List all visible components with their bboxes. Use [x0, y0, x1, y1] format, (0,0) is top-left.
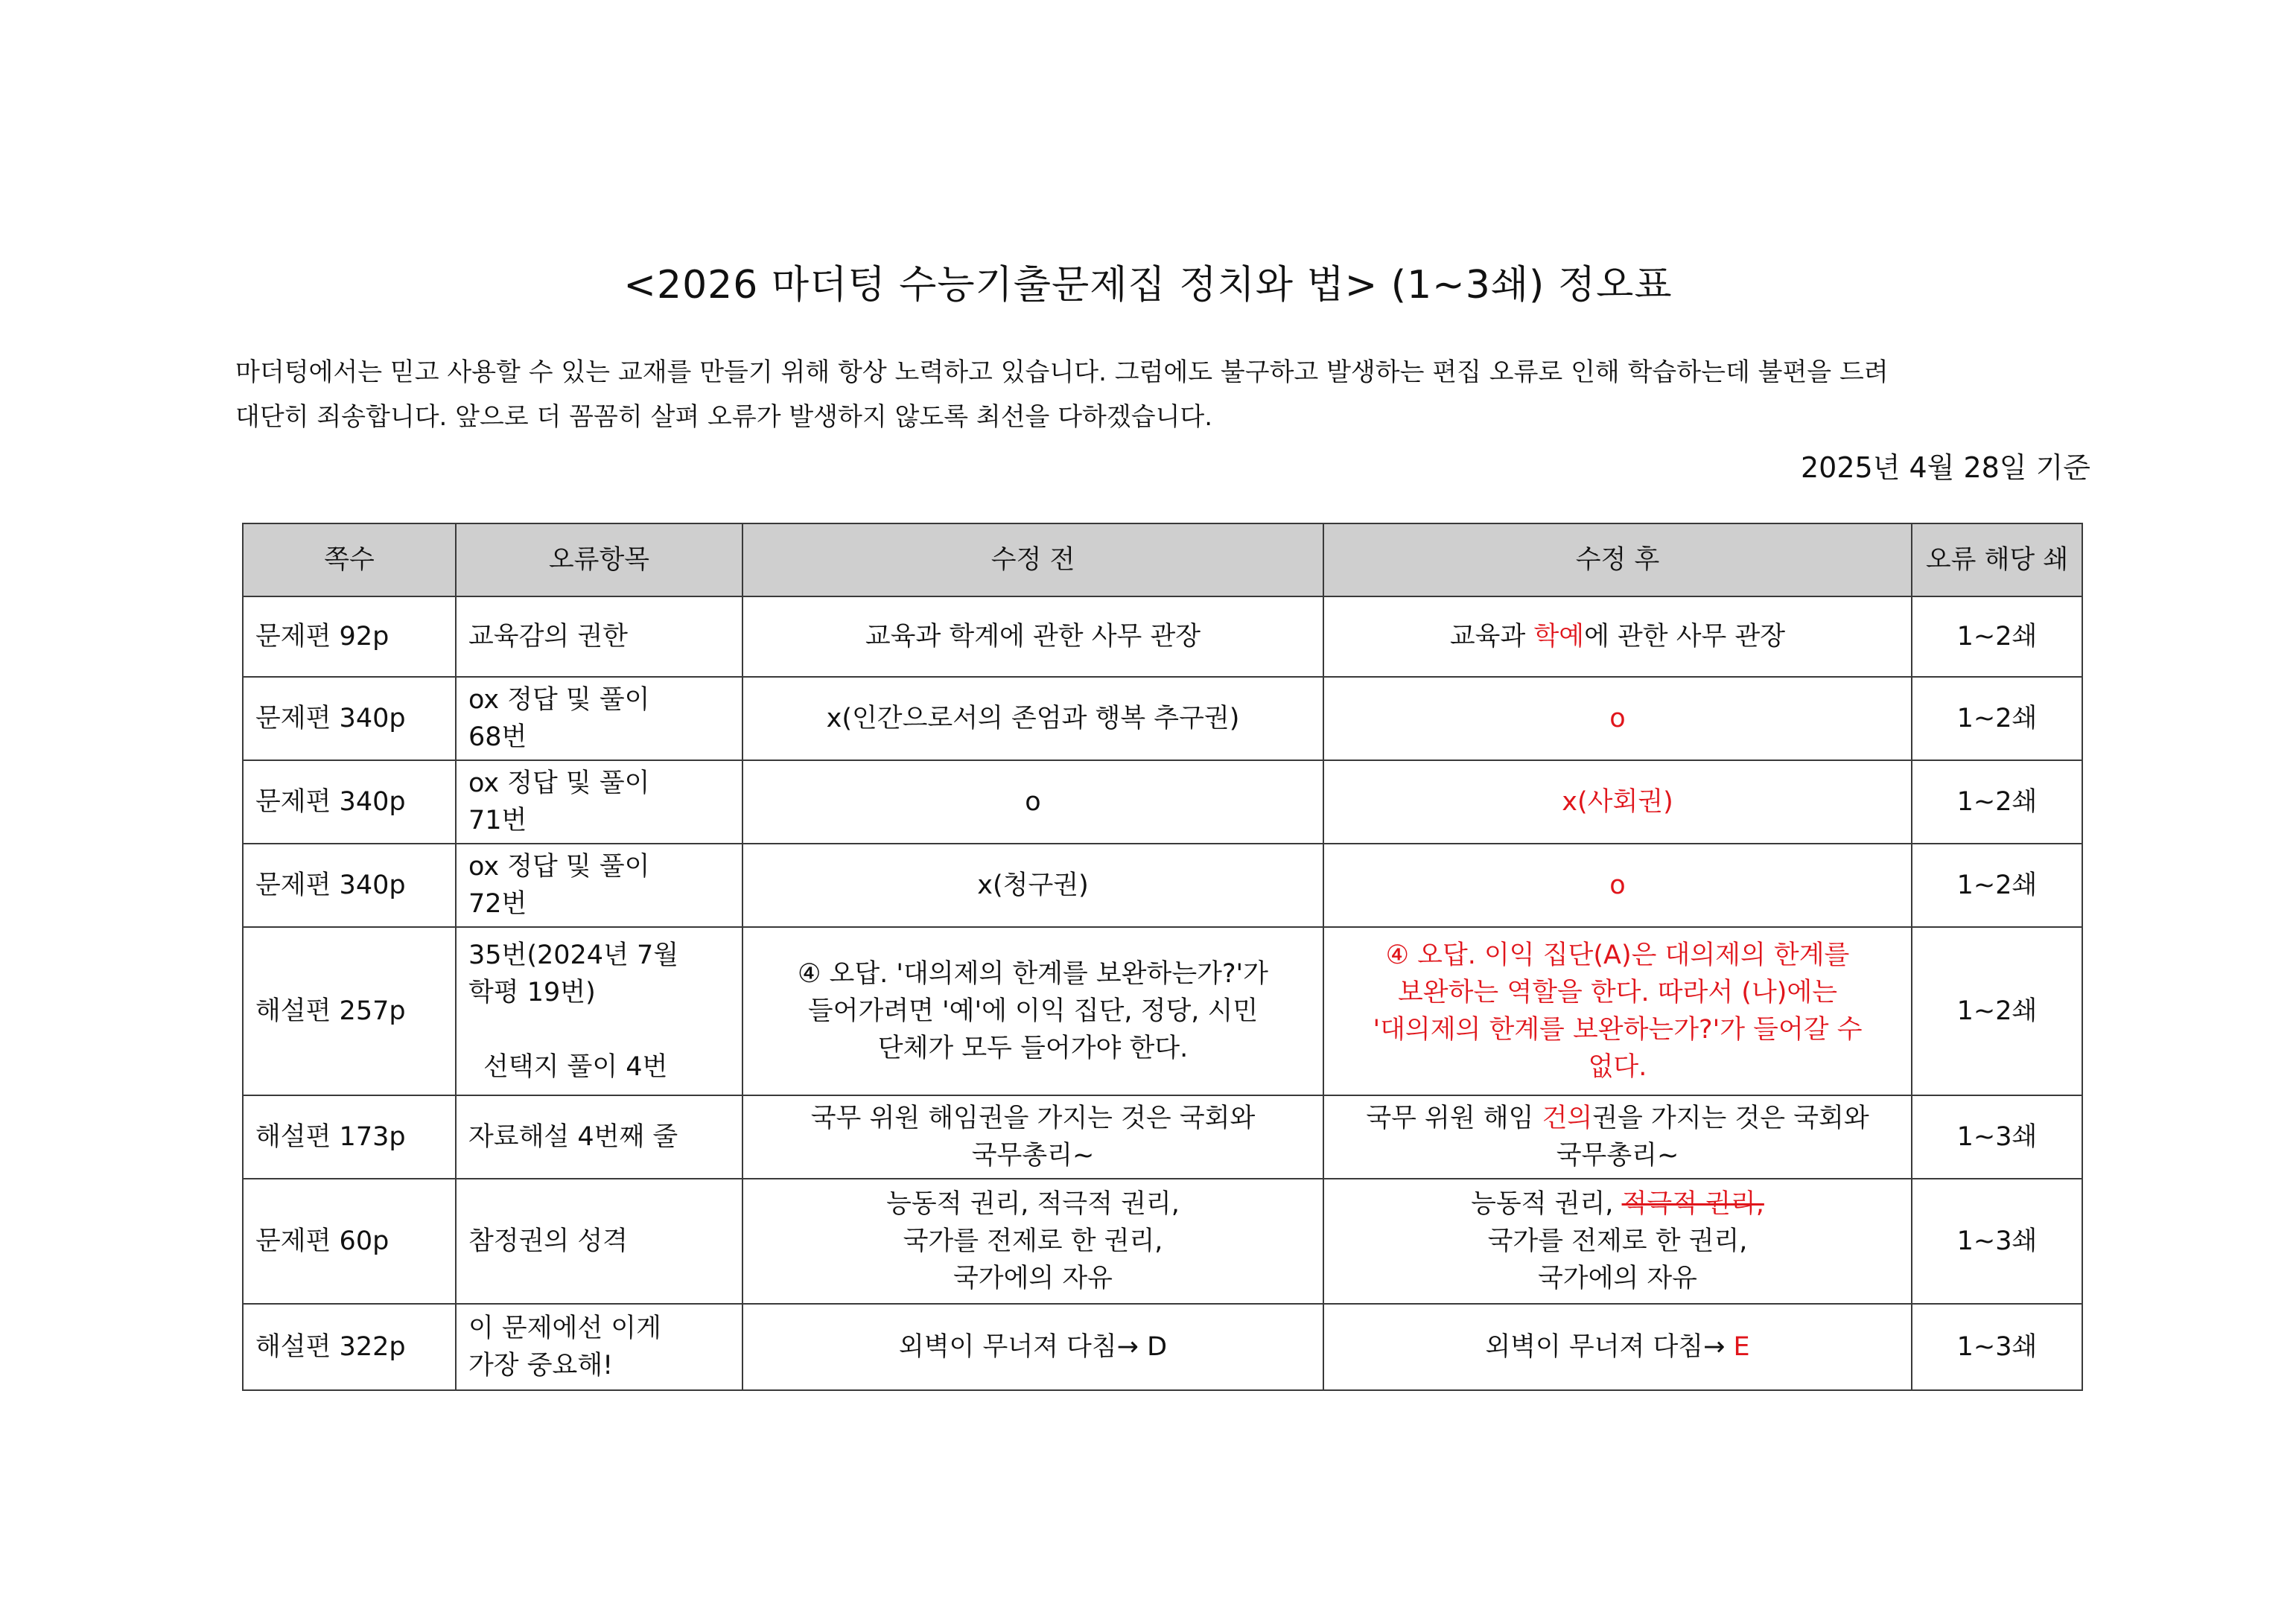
cell-after	[1323, 677, 1912, 760]
cell-item: 참정권의 성격	[456, 1179, 742, 1304]
header-item: 오류항목	[456, 523, 742, 596]
cell-before: 능동적 권리, 적극적 권리, 국가를 전제로 한 권리, 국가에의 자유	[742, 1179, 1323, 1304]
cell-print: 1~3쇄	[1912, 1304, 2082, 1390]
cell-before: 교육과 학계에 관한 사무 관장	[742, 596, 1323, 677]
table-row	[243, 1179, 2082, 1304]
table-row	[243, 596, 2082, 677]
cell-print: 1~3쇄	[1912, 1095, 2082, 1179]
cell-after: 외벽이 무너져 다침→ E	[1323, 1304, 1912, 1390]
cell-before: 국무 위원 해임권을 가지는 것은 국회와 국무총리~	[742, 1095, 1323, 1179]
header-after: 수정 후	[1323, 523, 1912, 596]
cell-print: 1~2쇄	[1912, 677, 2082, 760]
cell-item: ox 정답 및 풀이 72번	[456, 844, 742, 927]
intro-paragraph	[235, 350, 2090, 439]
cell-after: 국무 위원 해임 건의권을 가지는 것은 국회와 국무총리~	[1323, 1095, 1912, 1179]
table-row	[243, 760, 2082, 844]
cell-page: 문제편 340p	[243, 844, 456, 927]
cell-print: 1~2쇄	[1912, 927, 2082, 1095]
cell-page: 해설편 173p	[243, 1095, 456, 1179]
cell-before: x(청구권)	[742, 844, 1323, 927]
cell-print: 1~2쇄	[1912, 760, 2082, 844]
cell-page: 해설편 322p	[243, 1304, 456, 1390]
cell-item: 이 문제에선 이게 가장 중요해!	[456, 1304, 742, 1390]
table-header-row	[243, 523, 2082, 596]
cell-item: ox 정답 및 풀이 71번	[456, 760, 742, 844]
cell-after: 능동적 권리, 적극적 권리, 국가를 전제로 한 권리, 국가에의 자유	[1323, 1179, 1912, 1304]
cell-item: 35번(2024년 7월 학평 19번) 선택지 풀이 4번	[456, 927, 742, 1095]
table-row	[243, 1304, 2082, 1390]
cell-item: 자료해설 4번째 줄	[456, 1095, 742, 1179]
table-row	[243, 1095, 2082, 1179]
cell-item: 교육감의 권한	[456, 596, 742, 677]
cell-page: 문제편 60p	[243, 1179, 456, 1304]
correction-text: 학예	[1533, 622, 1585, 652]
cell-before: ④ 오답. '대의제의 한계를 보완하는가?'가 들어가려면 '예'에 이익 집단, 정당, 시민 단체가 모두 들어가야 한다.	[742, 927, 1323, 1095]
correction-text: E	[1733, 1332, 1750, 1362]
cell-page: 해설편 257p	[243, 927, 456, 1095]
document-title: <2026 마더텅 수능기출문제집 정치와 법> (1~3쇄) 정오표	[623, 263, 1673, 308]
cell-after	[1323, 760, 1912, 844]
cell-after	[1323, 844, 1912, 927]
table-row	[243, 927, 2082, 1095]
correction-text: 건의	[1542, 1104, 1593, 1133]
cell-before: x(인간으로서의 존엄과 행복 추구권)	[742, 677, 1323, 760]
intro-line: 마더텅에서는 믿고 사용할 수 있는 교재를 만들기 위해 항상 노력하고 있습니다. 그럼에도 불구하고 발생하는 편집 오류로 인해 학습하는데 불편을 드려	[235, 357, 1889, 387]
correction-text: x(사회권)	[1562, 787, 1673, 817]
cell-after: ④ 오답. 이익 집단(A)은 대의제의 한계를 보완하는 역할을 한다. 따라서 (나)에는 '대의제의 한계를 보완하는가?'가 들어갈 수 없다.	[1323, 927, 1912, 1095]
cell-print: 1~2쇄	[1912, 596, 2082, 677]
cell-after: 교육과 학예에 관한 사무 관장	[1323, 596, 1912, 677]
cell-item: ox 정답 및 풀이 68번	[456, 677, 742, 760]
table-row	[243, 844, 2082, 927]
table-row	[243, 677, 2082, 760]
cell-page: 문제편 340p	[243, 760, 456, 844]
cell-page: 문제편 92p	[243, 596, 456, 677]
errata-table	[242, 523, 2083, 1391]
cell-before: o	[742, 760, 1323, 844]
header-page: 쪽수	[243, 523, 456, 596]
cell-page: 문제편 340p	[243, 677, 456, 760]
cell-before: 외벽이 무너져 다침→ D	[742, 1304, 1323, 1390]
cell-print: 1~3쇄	[1912, 1179, 2082, 1304]
cell-print: 1~2쇄	[1912, 844, 2082, 927]
correction-text: o	[1609, 704, 1626, 733]
header-before: 수정 전	[742, 523, 1323, 596]
correction-text: o	[1609, 870, 1626, 900]
header-print: 오류 해당 쇄	[1912, 523, 2082, 596]
reference-date: 2025년 4월 28일 기준	[1800, 451, 2090, 484]
deleted-text: 적극적 권리,	[1621, 1189, 1764, 1219]
intro-line: 대단히 죄송합니다. 앞으로 더 꼼꼼히 살펴 오류가 발생하지 않도록 최선을 다하겠습니다.	[235, 402, 1213, 432]
